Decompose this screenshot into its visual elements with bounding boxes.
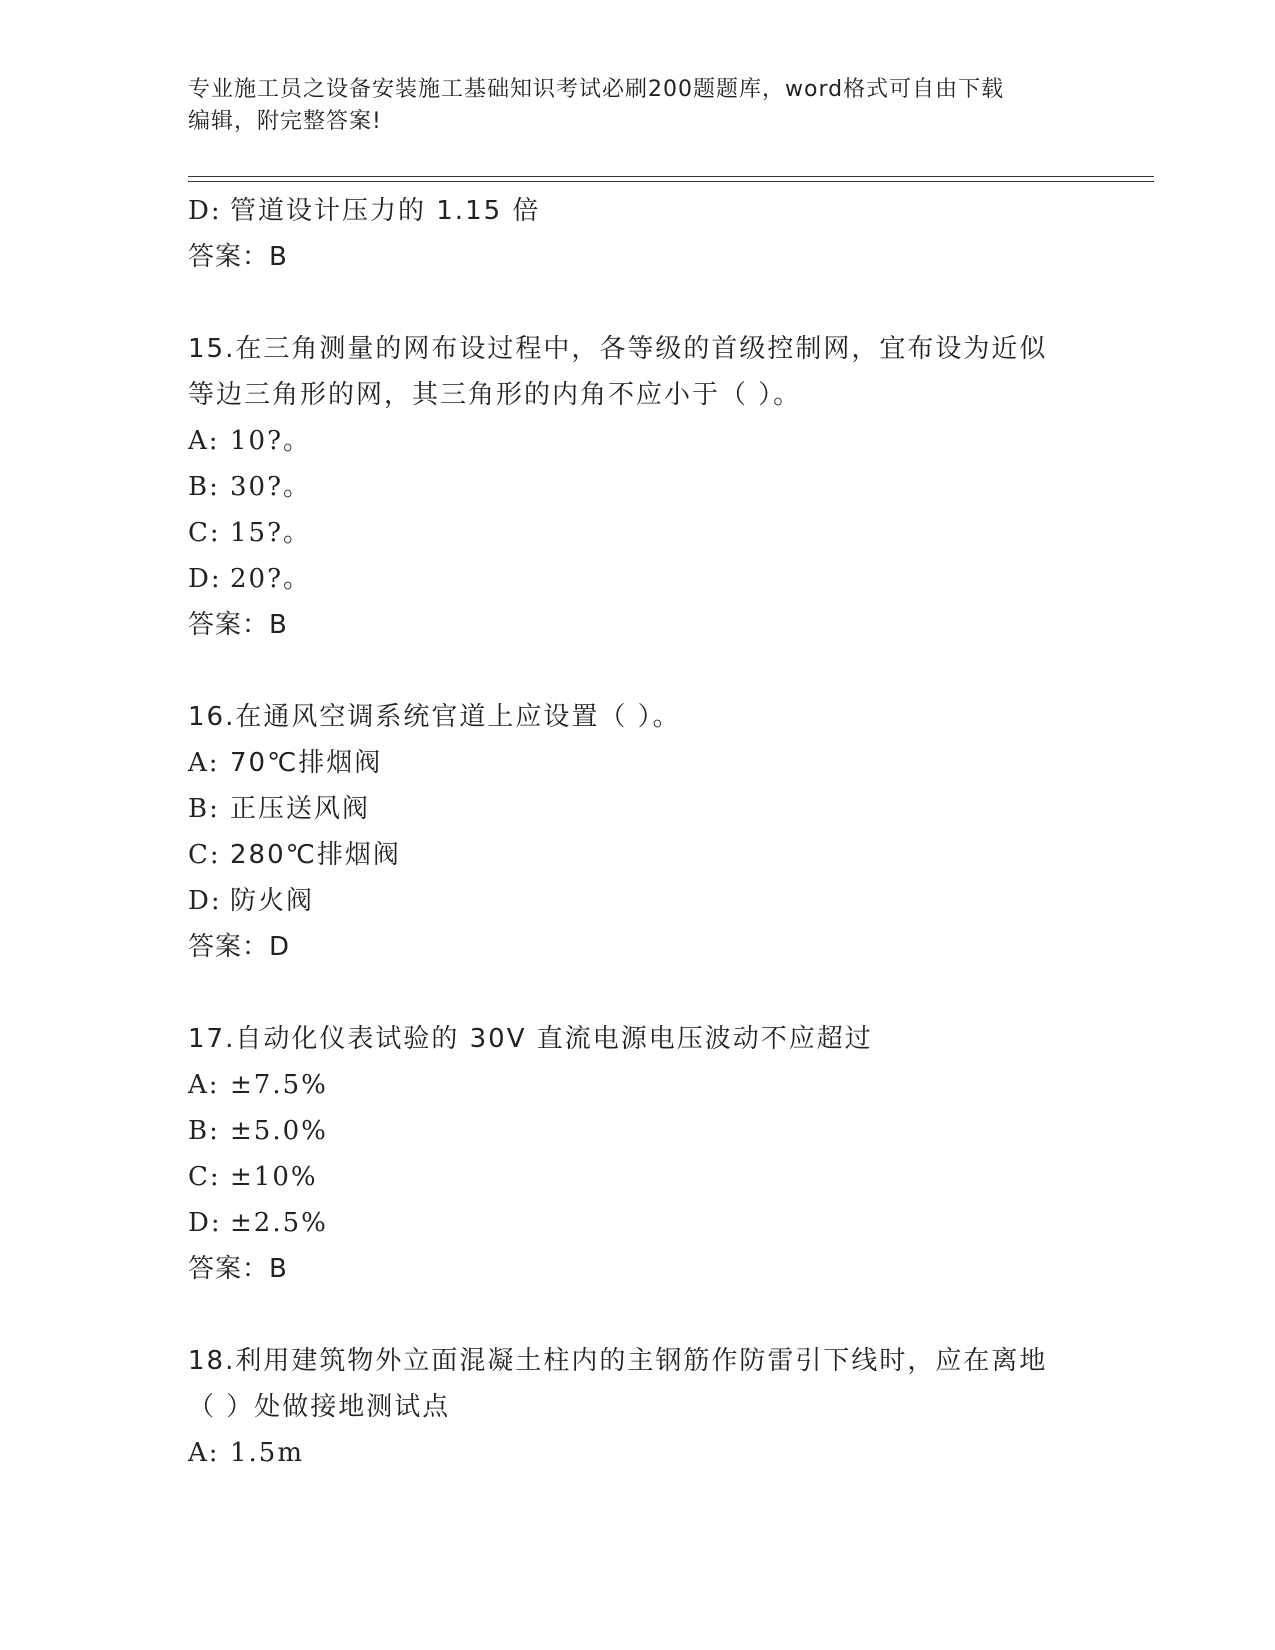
option-text: 管道设计压力的 1.15 倍 xyxy=(230,196,541,226)
question-16-option-a xyxy=(188,740,1088,786)
question-17-option-b xyxy=(188,1108,1088,1154)
spacer xyxy=(188,970,1088,1016)
question-15-option-b xyxy=(188,464,1088,510)
question-18-text-line-1: 18.利用建筑物外立面混凝土柱内的主钢筋作防雷引下线时，应在离地 xyxy=(188,1346,1048,1376)
question-15-text-line-2: 等边三角形的网，其三角形的内角不应小于（ ）。 xyxy=(188,380,802,410)
option-label: D: xyxy=(188,886,222,916)
option-label: D: xyxy=(188,1208,222,1238)
option-label: C: xyxy=(188,1162,221,1192)
prev-question-option-d xyxy=(188,188,1088,234)
option-text: 10?。 xyxy=(230,426,312,456)
question-15-text-line-1: 15.在三角测量的网布设过程中，各等级的首级控制网，宜布设为近似 xyxy=(188,334,1048,364)
option-text: ±10% xyxy=(230,1162,318,1192)
option-text: ±5.0% xyxy=(230,1116,328,1146)
spacer xyxy=(188,280,1088,326)
option-label: A: xyxy=(188,748,220,778)
question-15-option-c xyxy=(188,510,1088,556)
option-label: B: xyxy=(188,472,220,502)
question-16-option-c xyxy=(188,832,1088,878)
option-label: D: xyxy=(188,564,222,594)
question-15-option-d xyxy=(188,556,1088,602)
question-16-option-b xyxy=(188,786,1088,832)
header-title-line-2: 编辑，附完整答案! xyxy=(188,109,382,134)
option-label: D: xyxy=(188,196,222,226)
question-17-option-d xyxy=(188,1200,1088,1246)
option-text: 正压送风阀 xyxy=(230,794,371,824)
option-text: 30?。 xyxy=(230,472,312,502)
option-label: B: xyxy=(188,1116,220,1146)
option-text: 1.5m xyxy=(230,1438,305,1468)
option-text: 防火阀 xyxy=(230,886,315,916)
prev-question-answer: 答案：B xyxy=(188,242,288,272)
question-17-answer: 答案：B xyxy=(188,1254,288,1284)
document-header xyxy=(188,74,1068,138)
option-label: A: xyxy=(188,1438,220,1468)
spacer xyxy=(188,1292,1088,1338)
header-title-line-1: 专业施工员之设备安装施工基础知识考试必刷200题题库，word格式可自由下载 xyxy=(188,77,1005,102)
question-18-option-a xyxy=(188,1430,1088,1476)
option-label: B: xyxy=(188,794,220,824)
question-15-option-a xyxy=(188,418,1088,464)
header-divider-bottom xyxy=(188,181,1154,182)
option-label: C: xyxy=(188,840,221,870)
option-text: ±2.5% xyxy=(230,1208,328,1238)
header-divider-top xyxy=(188,176,1154,177)
question-17-text-line-1: 17.自动化仪表试验的 30V 直流电源电压波动不应超过 xyxy=(188,1024,873,1054)
option-label: A: xyxy=(188,1070,220,1100)
option-text: 70℃排烟阀 xyxy=(230,748,383,778)
option-text: 280℃排烟阀 xyxy=(230,840,401,870)
document-body xyxy=(188,188,1088,1476)
question-17-option-a xyxy=(188,1062,1088,1108)
option-label: A: xyxy=(188,426,220,456)
option-text: 15?。 xyxy=(230,518,312,548)
option-text: 20?。 xyxy=(230,564,312,594)
option-label: C: xyxy=(188,518,221,548)
question-17-option-c xyxy=(188,1154,1088,1200)
option-text: ±7.5% xyxy=(230,1070,328,1100)
question-16-answer: 答案：D xyxy=(188,932,291,962)
question-18-text-line-2: （ ）处做接地测试点 xyxy=(188,1392,451,1422)
question-15-answer: 答案：B xyxy=(188,610,288,640)
question-16-option-d xyxy=(188,878,1088,924)
spacer xyxy=(188,648,1088,694)
question-16-text-line-1: 16.在通风空调系统官道上应设置（ ）。 xyxy=(188,702,681,732)
